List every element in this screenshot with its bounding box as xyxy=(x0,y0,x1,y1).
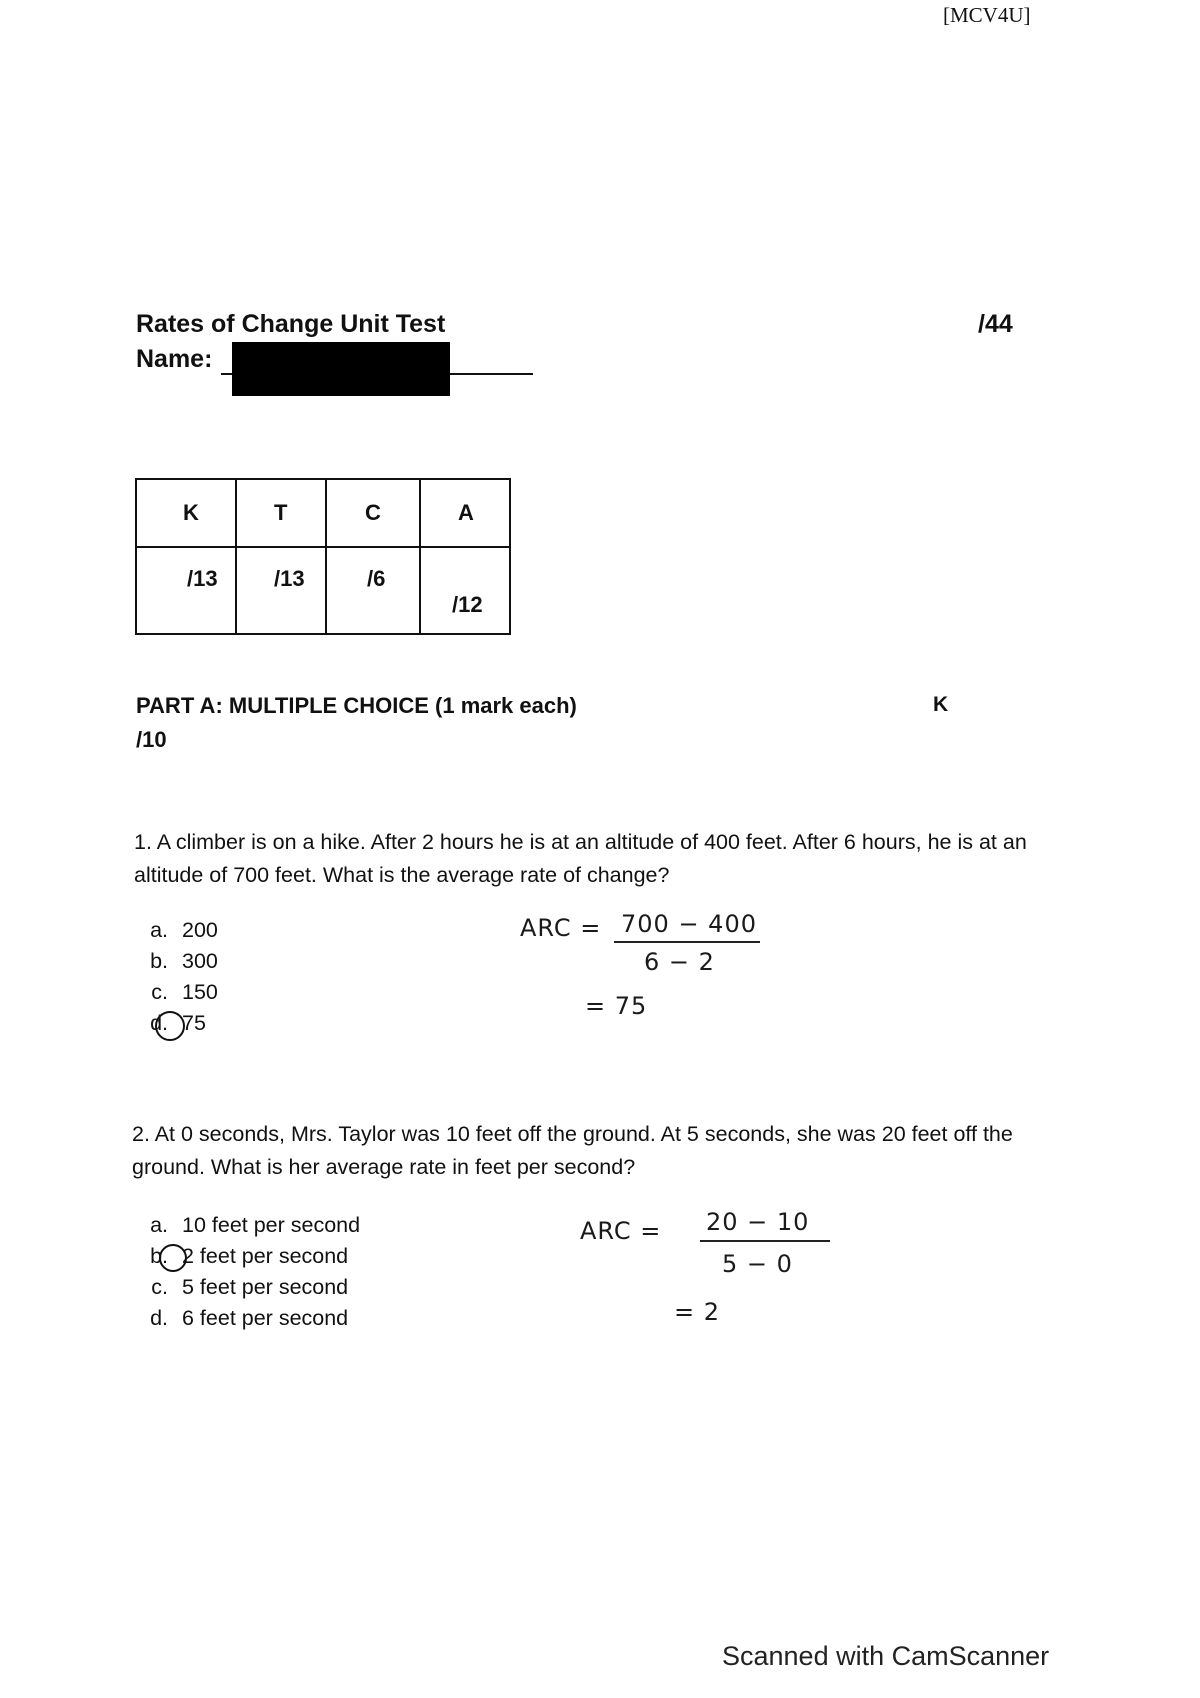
question-2-option-a[interactable] xyxy=(134,1213,360,1238)
score-table-header-row xyxy=(136,479,510,547)
score-table xyxy=(135,478,511,635)
option-letter: a. xyxy=(150,1213,168,1237)
selected-answer-circle xyxy=(155,1011,185,1041)
q2-work-numerator: 20 − 10 xyxy=(706,1208,810,1236)
name-label: Name: xyxy=(136,345,213,373)
option-letter: b. xyxy=(150,949,168,973)
redacted-name xyxy=(232,342,450,396)
score-table-cell xyxy=(420,547,510,634)
option-text: 75 xyxy=(182,1011,206,1035)
option-letter: b. xyxy=(150,1244,168,1268)
question-2-option-d[interactable] xyxy=(134,1306,348,1331)
option-text: 5 feet per second xyxy=(182,1275,349,1299)
question-2-option-c[interactable] xyxy=(134,1275,348,1300)
category-t: T xyxy=(274,500,288,525)
option-text: 2 feet per second xyxy=(182,1244,349,1268)
option-text: 10 feet per second xyxy=(182,1213,361,1237)
q2-fraction-bar xyxy=(700,1240,830,1242)
question-1-text: 1. A climber is on a hike. After 2 hours he is at an altitude of 400 feet. After 6 hours, he is at an altitude of 700 feet. What is the average rate of change? xyxy=(134,830,1027,887)
max-t: /13 xyxy=(274,566,305,591)
question-1-option-a[interactable] xyxy=(134,918,218,943)
score-table-cell xyxy=(136,479,236,547)
part-a-heading: PART A: MULTIPLE CHOICE (1 mark each) xyxy=(136,693,577,718)
q1-work-result: = 75 xyxy=(585,992,648,1020)
q1-work-numerator: 700 − 400 xyxy=(621,910,757,938)
option-text: 6 feet per second xyxy=(182,1306,349,1330)
score-table-cell xyxy=(136,547,236,634)
q1-work-denominator: 6 − 2 xyxy=(644,948,715,976)
option-letter: d. xyxy=(150,1011,168,1035)
max-k: /13 xyxy=(187,566,218,591)
q2-work-denominator: 5 − 0 xyxy=(722,1250,793,1278)
option-text: 150 xyxy=(182,980,218,1004)
score-table-cell xyxy=(236,547,326,634)
category-a: A xyxy=(458,500,474,525)
q1-fraction-bar xyxy=(614,941,760,943)
q2-work-label: ARC = xyxy=(580,1217,662,1245)
part-a-category: K xyxy=(933,693,949,716)
q2-work-result: = 2 xyxy=(674,1298,721,1326)
score-table-values-row xyxy=(136,547,510,634)
category-k: K xyxy=(183,500,199,525)
score-table-cell xyxy=(326,547,420,634)
category-c: C xyxy=(365,500,381,525)
question-2-text: 2. At 0 seconds, Mrs. Taylor was 10 feet off the ground. At 5 seconds, she was 20 feet off the ground. What is her average rate in feet per second? xyxy=(132,1122,1013,1179)
total-score: /44 xyxy=(978,310,1013,338)
score-table-cell xyxy=(420,479,510,547)
course-code: [MCV4U] xyxy=(943,3,1031,27)
option-letter: c. xyxy=(151,980,168,1004)
score-table-cell xyxy=(326,479,420,547)
question-1-option-b[interactable] xyxy=(134,949,218,974)
max-a: /12 xyxy=(452,592,483,617)
test-title: Rates of Change Unit Test xyxy=(136,310,446,338)
selected-answer-circle xyxy=(159,1244,187,1272)
scanner-watermark: Scanned with CamScanner xyxy=(722,1641,1050,1671)
question-1-option-c[interactable] xyxy=(134,980,218,1005)
option-text: 300 xyxy=(182,949,218,973)
q1-work-label: ARC = xyxy=(520,914,602,942)
option-letter: a. xyxy=(150,918,168,942)
score-table-cell xyxy=(236,479,326,547)
part-a-score: /10 xyxy=(136,727,167,752)
option-letter: d. xyxy=(150,1306,168,1330)
option-letter: c. xyxy=(151,1275,168,1299)
option-text: 200 xyxy=(182,918,218,942)
max-c: /6 xyxy=(367,566,386,591)
